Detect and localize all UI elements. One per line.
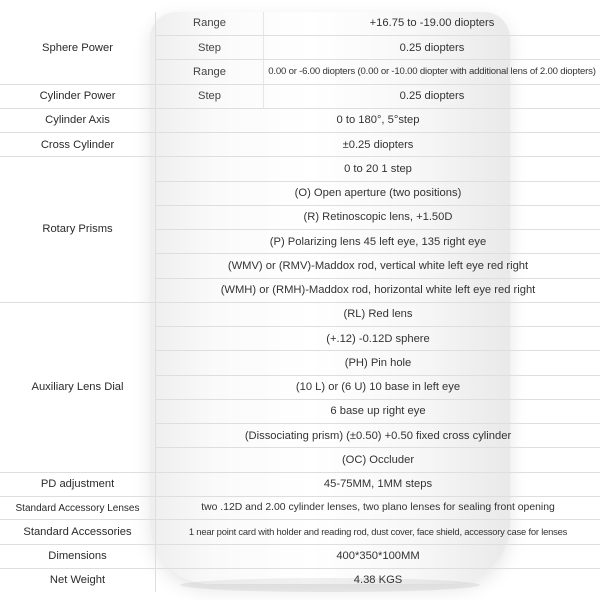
group-net-weight: Net Weight bbox=[0, 569, 156, 592]
value-open-aperture: (O) Open aperture (two positions) bbox=[156, 182, 600, 206]
value-maddox-rod-vertical: (WMV) or (RMV)-Maddox rod, vertical white left eye red right bbox=[156, 254, 600, 278]
group-standard-accessory-lenses: Standard Accessory Lenses bbox=[0, 497, 156, 520]
value-retinoscopic-lens: (R) Retinoscopic lens, +1.50D bbox=[156, 206, 600, 230]
sub-label-sphere-range: Range bbox=[156, 12, 264, 36]
group-auxiliary-lens-dial: Auxiliary Lens Dial bbox=[0, 303, 156, 473]
group-standard-accessories: Standard Accessories bbox=[0, 520, 156, 544]
value-maddox-rod-horizontal: (WMH) or (RMH)-Maddox rod, horizontal white left eye red right bbox=[156, 279, 600, 303]
group-dimensions: Dimensions bbox=[0, 545, 156, 569]
value-cylinder-range: 0.00 or -6.00 diopters (0.00 or -10.00 diopter with additional lens of 2.00 diopters) bbox=[264, 60, 600, 84]
value-polarizing-lens: (P) Polarizing lens 45 left eye, 135 right eye bbox=[156, 230, 600, 254]
value-rotary-prisms: 0 to 20 1 step bbox=[156, 157, 600, 181]
value-cylinder-step: 0.25 diopters bbox=[264, 85, 600, 109]
value-red-lens: (RL) Red lens bbox=[156, 303, 600, 327]
value-base-up-right-eye: 6 base up right eye bbox=[156, 400, 600, 424]
value-cross-cylinder: ±0.25 diopters bbox=[156, 133, 600, 157]
sub-label-cylinder-range: Range bbox=[156, 60, 264, 84]
sub-label-sphere-step: Step bbox=[156, 36, 264, 60]
value-pd-adjustment: 45-75MM, 1MM steps bbox=[156, 473, 600, 497]
value-base-in-left-eye: (10 L) or (6 U) 10 base in left eye bbox=[156, 376, 600, 400]
group-cylinder-axis: Cylinder Axis bbox=[0, 109, 156, 133]
group-sphere-power: Sphere Power bbox=[0, 12, 156, 85]
value-standard-accessory-lenses: two .12D and 2.00 cylinder lenses, two plano lenses for sealing front opening bbox=[156, 497, 600, 520]
group-cross-cylinder: Cross Cylinder bbox=[0, 133, 156, 157]
sub-label-cylinder-step: Step bbox=[156, 85, 264, 109]
group-rotary-prisms: Rotary Prisms bbox=[0, 157, 156, 302]
value-pin-hole: (PH) Pin hole bbox=[156, 351, 600, 375]
value-cylinder-axis: 0 to 180°, 5°step bbox=[156, 109, 600, 133]
specification-table bbox=[0, 12, 600, 592]
value-dissociating-prism: (Dissociating prism) (±0.50) +0.50 fixed cross cylinder bbox=[156, 424, 600, 448]
value-occluder: (OC) Occluder bbox=[156, 448, 600, 472]
group-pd-adjustment: PD adjustment bbox=[0, 473, 156, 497]
value-sphere-012: (+.12) -0.12D sphere bbox=[156, 327, 600, 351]
value-sphere-range: +16.75 to -19.00 diopters bbox=[264, 12, 600, 36]
value-standard-accessories: 1 near point card with holder and reading rod, dust cover, face shield, accessory case for lenses bbox=[156, 520, 600, 544]
value-net-weight: 4.38 KGS bbox=[353, 574, 403, 587]
group-cylinder-power: Cylinder Power bbox=[0, 85, 156, 109]
value-dimensions: 400*350*100MM bbox=[156, 545, 600, 569]
value-sphere-step: 0.25 diopters bbox=[264, 36, 600, 60]
